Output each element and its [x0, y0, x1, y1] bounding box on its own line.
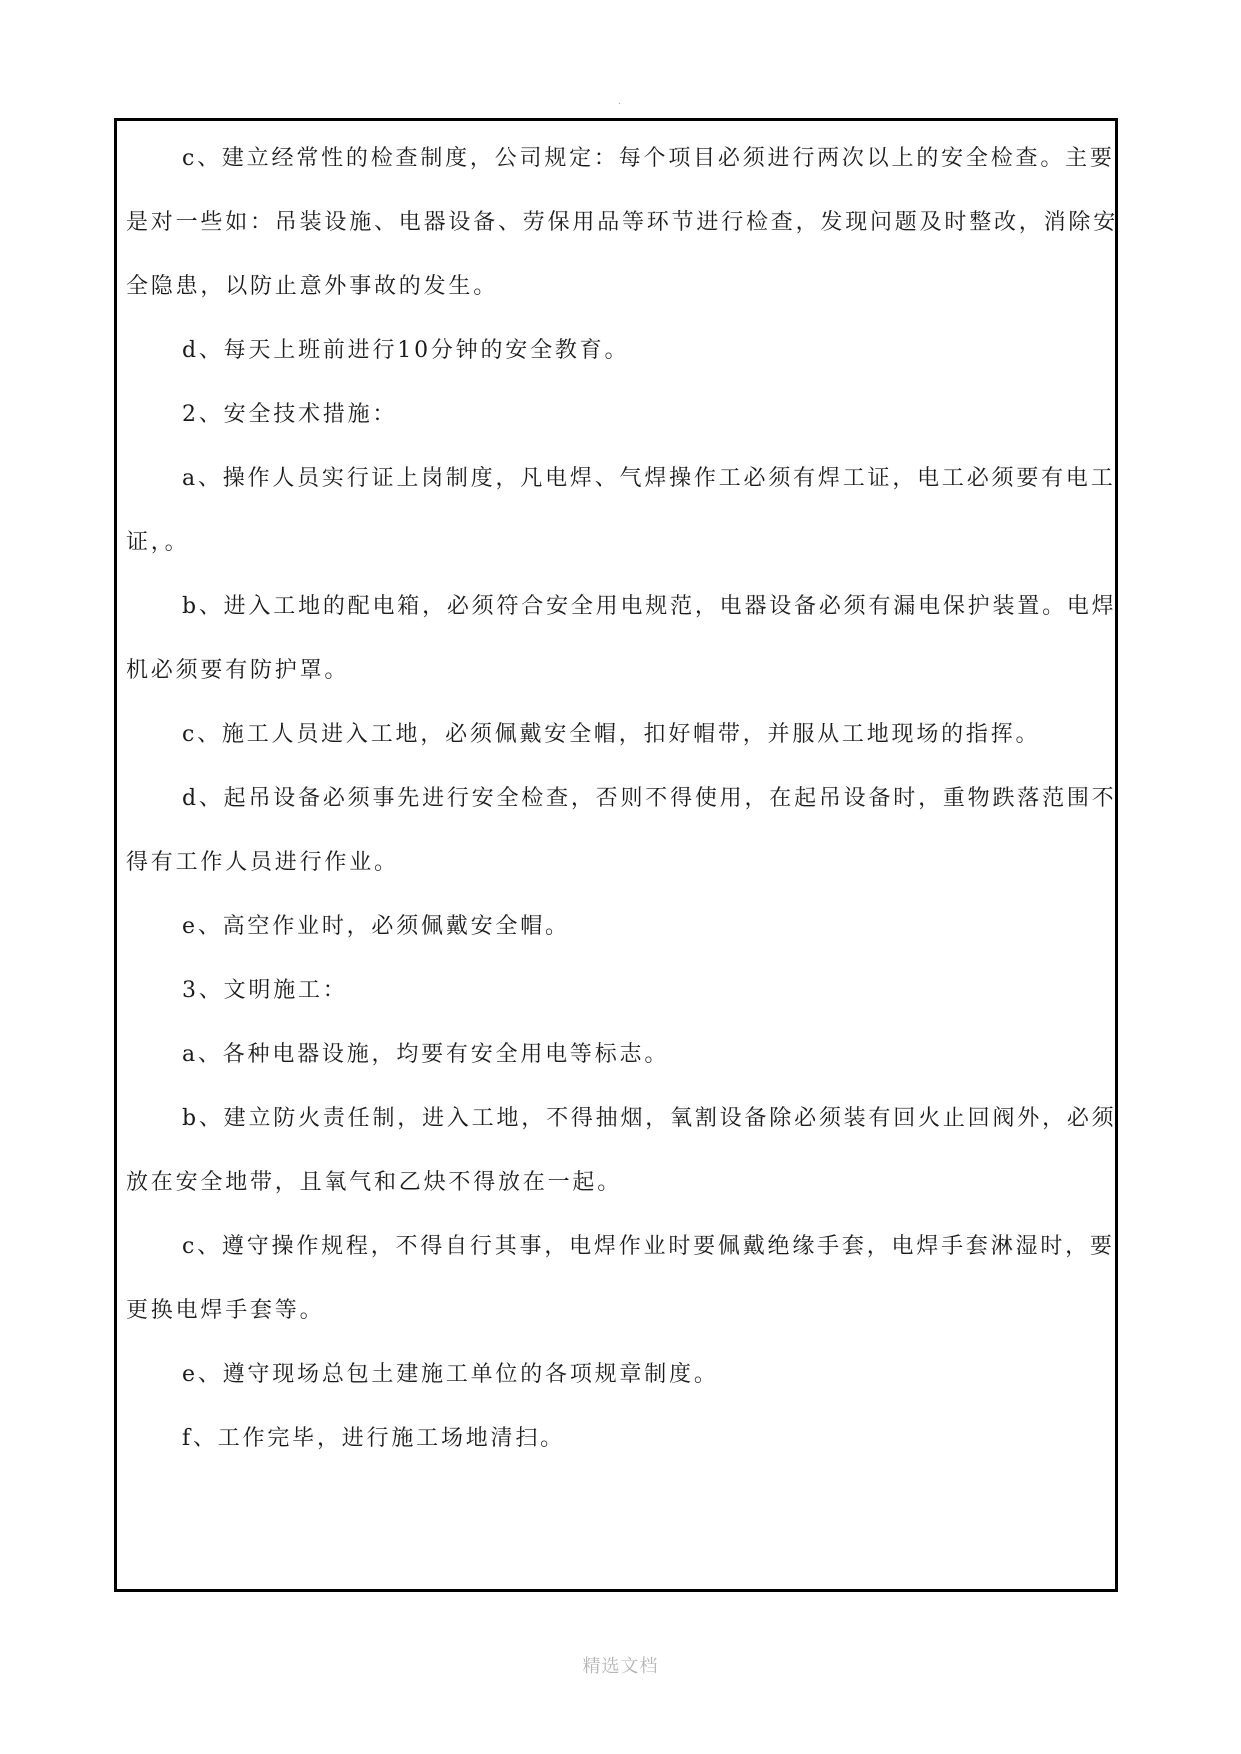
paragraph-electrical-signs: a、各种电器设施，均要有安全用电等标志。 [182, 1042, 670, 1067]
paragraph-site-cleanup: f、工作完毕，进行施工场地清扫。 [182, 1426, 565, 1451]
footer-watermark: 精选文档 [582, 1656, 659, 1677]
paragraph-distribution-box: b、进入工地的配电箱，必须符合安全用电规范，电器设备必须有漏电保护装置。电焊机必须要有防护罩。 [126, 594, 1117, 683]
paragraph-site-regulations: e、遵守现场总包土建施工单位的各项规章制度。 [182, 1362, 719, 1387]
document-body [126, 127, 1122, 1471]
paragraph-safety-helmet: c、施工人员进入工地，必须佩戴安全帽，扣好帽带，并服从工地现场的指挥。 [182, 722, 1041, 747]
paragraph-certified-operators: a、操作人员实行证上岗制度，凡电焊、气焊操作工必须有焊工证，电工必须要有电工证，。 [126, 466, 1116, 555]
paragraph-operating-rules: c、遵守操作规程，不得自行其事，电焊作业时要佩戴绝缘手套，电焊手套淋湿时，要更换电焊手套等。 [126, 1234, 1115, 1323]
top-mark: . [618, 96, 621, 107]
section-heading-safety-measures: 2、安全技术措施： [182, 402, 398, 427]
paragraph-lifting-equipment: d、起吊设备必须事先进行安全检查，否则不得使用，在起吊设备时，重物跌落范围不得有工作人员进行作业。 [126, 786, 1117, 875]
paragraph-fire-responsibility: b、建立防火责任制，进入工地，不得抽烟，氧割设备除必须装有回火止回阀外，必须放在安全地带，且氧气和乙炔不得放在一起。 [126, 1106, 1117, 1195]
section-heading-civilized-construction: 3、文明施工： [182, 978, 348, 1003]
paragraph-daily-education: d、每天上班前进行10分钟的安全教育。 [182, 338, 630, 363]
paragraph-inspection-system: c、建立经常性的检查制度，公司规定：每个项目必须进行两次以上的安全检查。主要是对一些如：吊装设施、电器设备、劳保用品等环节进行检查，发现问题及时整改，消除安全隐患，以防止意外事故的发生。 [126, 146, 1119, 299]
paragraph-high-altitude: e、高空作业时，必须佩戴安全帽。 [182, 914, 570, 939]
